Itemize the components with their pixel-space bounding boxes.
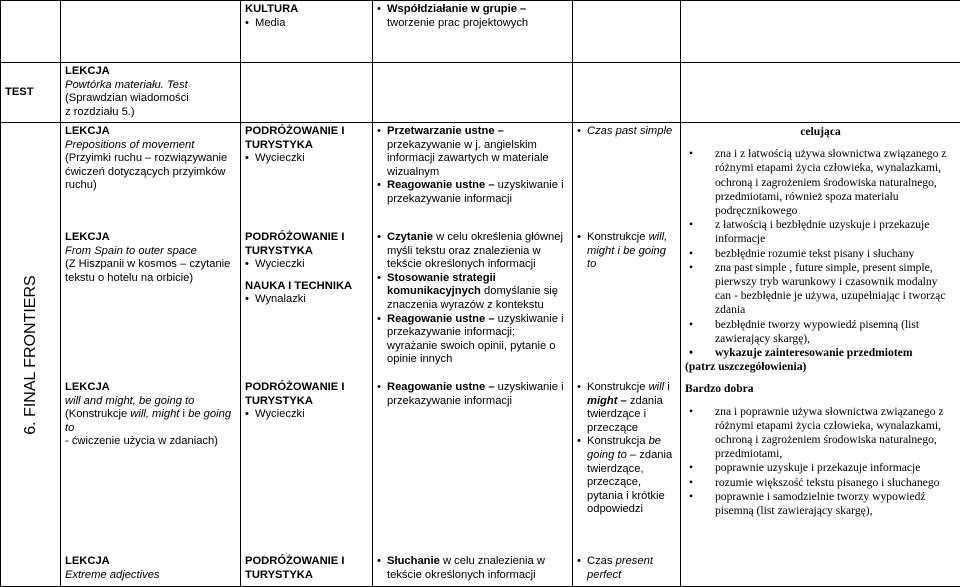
- grade-item: • bezbłędnie tworzy wypowiedź pisemną (list zawierający skargę),: [685, 318, 956, 346]
- grade-item: • rozumie większość tekstu pisanego i słuchanego: [685, 476, 956, 490]
- row-unit: [1, 123, 960, 587]
- topic-title: PODRÓŻOWANIE I TURYSTYKA: [245, 125, 368, 152]
- cell-empty: [373, 63, 573, 123]
- lesson-desc: (Konstrukcje will, might i be going to - ćwiczenie użycia w zdaniach): [65, 408, 236, 449]
- culture-item: • Media: [245, 17, 368, 31]
- lekcja-label: LEKCJA: [65, 65, 236, 79]
- grammar-item: • Konstrukcja be going to – zdania twierdzące, przeczące, pytania i krótkie odpowiedzi: [577, 435, 676, 517]
- grade-item: • poprawnie i samodzielnie tworzy wypowiedź pisemną (list zawierający skargę),: [685, 490, 956, 518]
- grade-note: (patrz uszczegółowienia): [685, 360, 956, 374]
- cell-empty: [681, 1, 960, 63]
- topic-item: • Wynalazki: [245, 293, 368, 307]
- lesson-title: Extreme adjectives: [65, 569, 236, 583]
- lesson-desc: (Sprawdzian wiadomości: [65, 92, 236, 106]
- lesson-title: Powtórka materiału. Test: [65, 79, 236, 93]
- grammar-item: • Konstrukcje will, might i be going to: [577, 231, 676, 272]
- cell-skills: [373, 123, 573, 587]
- row-test: [1, 63, 960, 123]
- cell-lessons: [61, 123, 241, 587]
- skill-item: • Reagowanie ustne – uzyskiwanie i przekazywanie informacji; wyrażanie swoich opinii, pytanie o opinie innych: [377, 313, 568, 367]
- lesson-desc: z rozdziału 5.): [65, 106, 236, 120]
- test-label: TEST: [1, 63, 61, 123]
- cell-test-lesson: [61, 63, 241, 123]
- lesson-title: Prepositions of movement: [65, 139, 236, 153]
- cell-empty: [573, 63, 681, 123]
- grade-celujaca: celująca: [685, 125, 956, 139]
- lekcja-label: LEKCJA: [65, 231, 236, 245]
- topic-item: • Wycieczki: [245, 152, 368, 166]
- cell-empty: [61, 1, 241, 63]
- lekcja-label: LEKCJA: [65, 381, 236, 395]
- cooperation-item: • Współdziałanie w grupie – tworzenie prac projektowych: [377, 3, 568, 30]
- topic-title: NAUKA I TECHNIKA: [245, 280, 368, 294]
- cell-empty: [681, 63, 960, 123]
- lekcja-label: LEKCJA: [65, 555, 236, 569]
- skill-item: • Przetwarzanie ustne – przekazywanie w j. angielskim informacji zawartych w materiale wizualnym: [377, 125, 568, 179]
- culture-label: KULTURA: [245, 3, 368, 17]
- cell-topics: [241, 123, 373, 587]
- cell-empty: [573, 1, 681, 63]
- topic-title: PODRÓŻOWANIE I TURYSTYKA: [245, 555, 368, 582]
- grammar-item: • Konstrukcje will i might – zdania twierdzące i przeczące: [577, 381, 676, 435]
- unit-cell: [1, 123, 61, 587]
- cell-empty: [241, 63, 373, 123]
- topic-title: PODRÓŻOWANIE I TURYSTYKA: [245, 381, 368, 408]
- lekcja-label: LEKCJA: [65, 125, 236, 139]
- cell-culture: [241, 1, 373, 63]
- topic-item: • Wycieczki: [245, 408, 368, 422]
- row-culture: [1, 1, 960, 63]
- skill-item: • Stosowanie strategii komunikacyjnych domyślanie się znaczenia wyrazów z kontekstu: [377, 272, 568, 313]
- topic-item: • Wycieczki: [245, 258, 368, 272]
- grade-item: • z łatwością i bezbłędnie uzyskuje i przekazuje informacje: [685, 218, 956, 246]
- lesson-title: will and might, be going to: [65, 395, 236, 409]
- topic-title: PODRÓŻOWANIE I TURYSTYKA: [245, 231, 368, 258]
- lesson-desc: (Przyimki ruchu – rozwiązywanie ćwiczeń dotyczących przyimków ruchu): [65, 152, 236, 193]
- grade-item: • zna past simple , future simple, present simple, pierwszy tryb warunkowy i czasownik modalny can - bezbłędnie je używa, uzupełniając i tworząc zdania: [685, 261, 956, 318]
- skill-item: • Słuchanie w celu znalezienia w tekście określonych informacji: [377, 555, 568, 582]
- unit-title: 6. FINAL FRONTIERS: [24, 275, 38, 434]
- grade-item: • bezbłędnie rozumie tekst pisany i słuchany: [685, 247, 956, 261]
- skill-item: • Reagowanie ustne – uzyskiwanie i przekazywanie informacji: [377, 381, 568, 408]
- lesson-title: From Spain to outer space: [65, 245, 236, 259]
- cell-grammar: [573, 123, 681, 587]
- cell-empty: [1, 1, 61, 63]
- skill-item: • Reagowanie ustne – uzyskiwanie i przekazywanie informacji: [377, 179, 568, 206]
- grammar-item: • Czas present perfect: [577, 555, 676, 582]
- grammar-item: • Czas past simple: [577, 125, 676, 139]
- grade-bardzo-dobra: Bardzo dobra: [685, 382, 956, 396]
- lesson-desc: (Z Hiszpanii w kosmos – czytanie tekstu o hotelu na orbicie): [65, 258, 236, 285]
- skill-item: • Czytanie w celu określenia głównej myśli tekstu oraz znalezienia w tekście określonych informacji: [377, 231, 568, 272]
- grade-item: • zna i poprawnie używa słownictwa związanego z różnymi etapami życia człowieka, wynalazkami, ochroną i zagrożeniem środowiska naturalnego, przedmiotami,: [685, 405, 956, 462]
- grade-item: • wykazuje zainteresowanie przedmiotem: [685, 346, 956, 360]
- cell-cooperation: [373, 1, 573, 63]
- cell-grades: [681, 123, 960, 587]
- grade-item: • zna i z łatwością używa słownictwa związanego z różnymi etapami życia człowieka, wynalazkami, ochroną i zagrożeniem środowiska naturalnego, przedmiotami, również spoza materiału podręcznikowego: [685, 147, 956, 218]
- grade-item: • poprawnie uzyskuje i przekazuje informacje: [685, 461, 956, 475]
